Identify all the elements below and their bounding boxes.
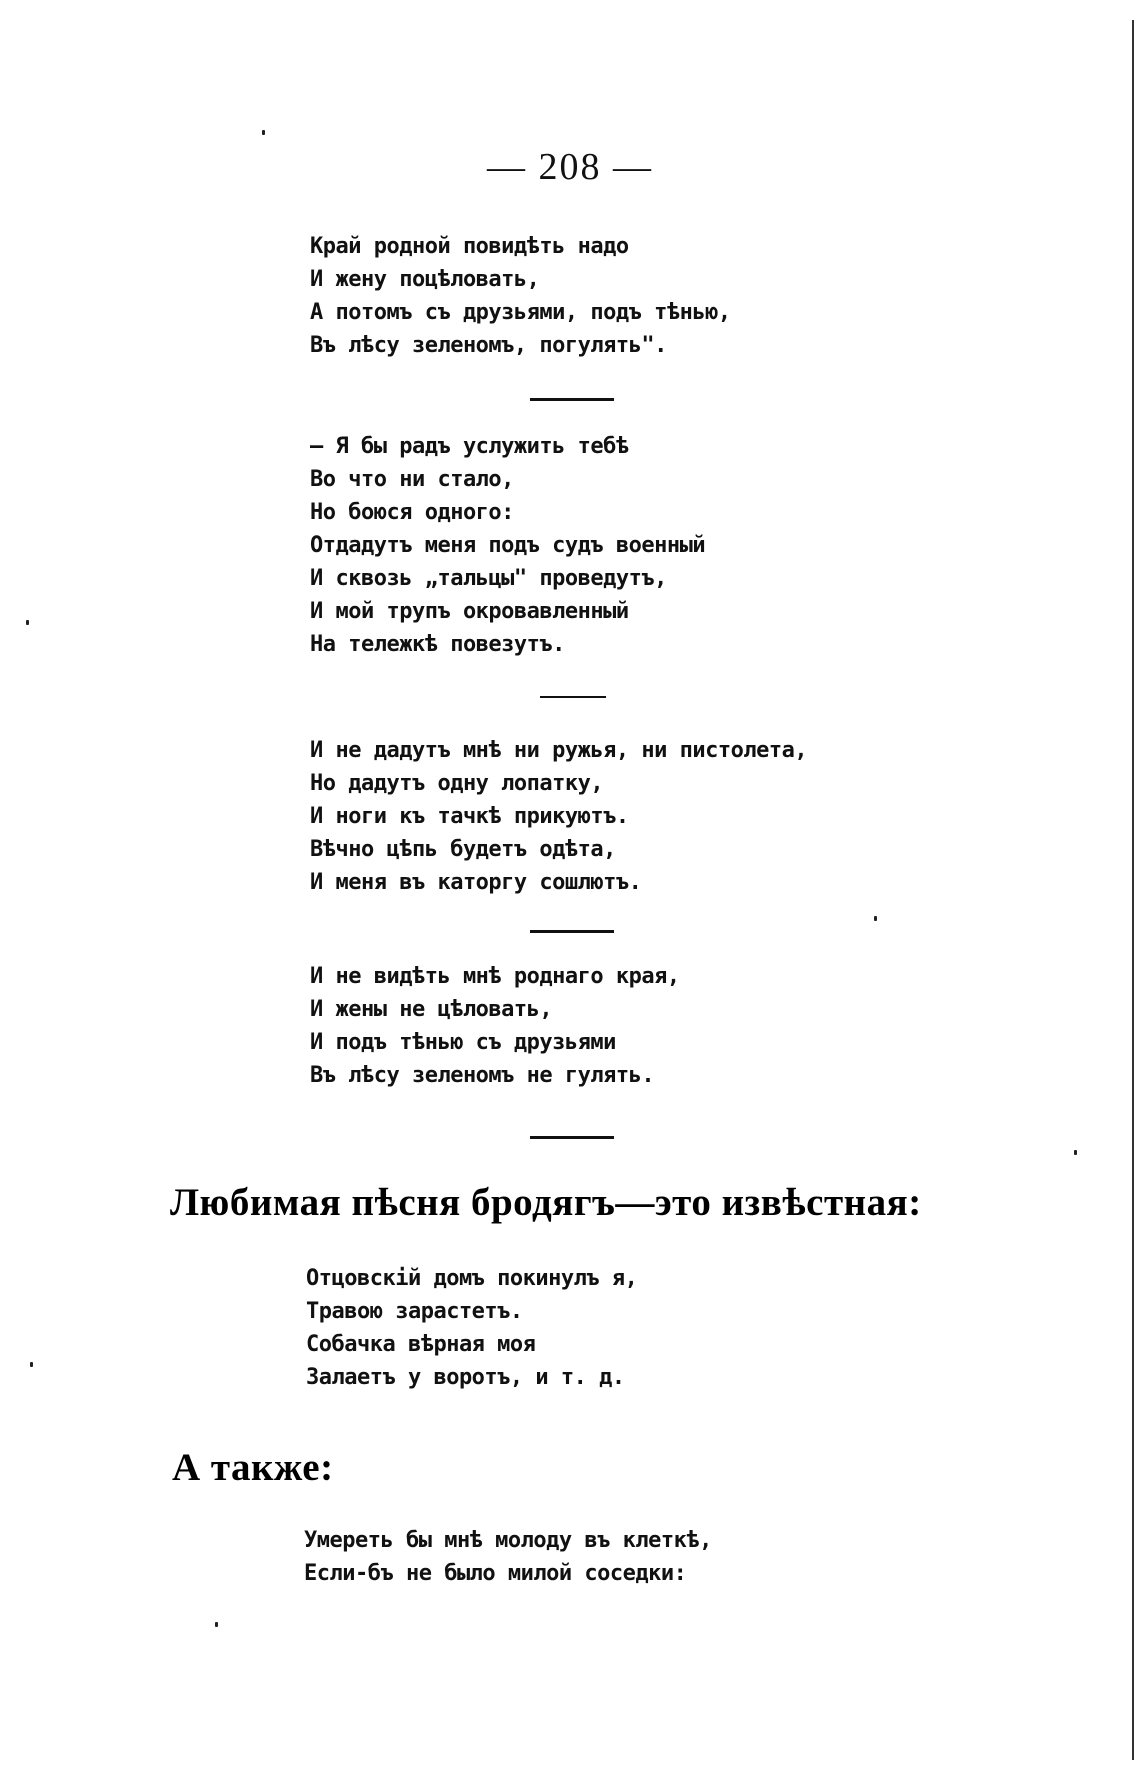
- page-number: — 208 —: [487, 146, 653, 188]
- verse-line: И сквозь „тальцы" проведутъ,: [310, 566, 667, 591]
- verse-line: На тележкѣ повезутъ.: [310, 632, 565, 657]
- stanza-1: [310, 230, 930, 362]
- verse-line: Залаетъ у воротъ, и т. д.: [306, 1365, 625, 1390]
- verse-line: А потомъ съ друзьями, подъ тѣнью,: [310, 300, 731, 325]
- verse-line: Травою зарастетъ.: [306, 1299, 523, 1324]
- scan-speck: [874, 916, 877, 921]
- scan-speck: [26, 620, 29, 625]
- verse-line: И мой трупъ окровавленный: [310, 599, 629, 624]
- verse-line: Умереть бы мнѣ молоду въ клеткѣ,: [304, 1528, 712, 1553]
- stanza-divider: [540, 696, 606, 698]
- scan-speck: [30, 1362, 33, 1367]
- section-heading: А также:: [172, 1446, 334, 1489]
- verse-line: И меня въ каторгу сошлютъ.: [310, 870, 642, 895]
- verse-line: И не видѣть мнѣ роднаго края,: [310, 964, 680, 989]
- verse-line: Если-бъ не было милой соседки:: [304, 1561, 687, 1586]
- verse-line: Собачка вѣрная моя: [306, 1332, 536, 1357]
- verse-line: И не дадутъ мнѣ ни ружья, ни пистолета,: [310, 738, 808, 763]
- verse-line: Въ лѣсу зеленомъ не гулять.: [310, 1063, 655, 1088]
- stanza-3: [310, 734, 930, 899]
- verse-line: Но дадутъ одну лопатку,: [310, 771, 604, 796]
- scan-speck: [262, 130, 265, 135]
- verse-line: И жены не цѣловать,: [310, 997, 553, 1022]
- verse-line: Въ лѣсу зеленомъ, погулять".: [310, 333, 667, 358]
- verse-line: И подъ тѣнью съ друзьями: [310, 1030, 616, 1055]
- stanza-divider: [530, 930, 614, 933]
- verse-line: И ноги къ тачкѣ прикуютъ.: [310, 804, 629, 829]
- verse-line: Во что ни стало,: [310, 467, 514, 492]
- stanza-divider: [530, 398, 614, 401]
- stanza-5: [306, 1262, 926, 1394]
- verse-line: Отдадутъ меня подъ судъ военный: [310, 533, 706, 558]
- stanza-2: [310, 430, 930, 661]
- verse-line: Отцовскій домъ покинулъ я,: [306, 1266, 638, 1291]
- page-edge-rule: [1132, 20, 1134, 1760]
- scan-speck: [215, 1622, 218, 1627]
- verse-line: Но боюся одного:: [310, 500, 514, 525]
- stanza-divider: [530, 1136, 614, 1139]
- verse-line: Край родной повидѣть надо: [310, 234, 629, 259]
- scan-speck: [1074, 1150, 1077, 1155]
- verse-line: И жену поцѣловать,: [310, 267, 540, 292]
- section-heading: Любимая пѣсня бродягъ—это извѣстная:: [170, 1181, 922, 1224]
- stanza-6: [304, 1524, 924, 1590]
- stanza-4: [310, 960, 930, 1092]
- verse-line: — Я бы радъ услужить тебѣ: [310, 434, 629, 459]
- verse-line: Вѣчно цѣпь будетъ одѣта,: [310, 837, 616, 862]
